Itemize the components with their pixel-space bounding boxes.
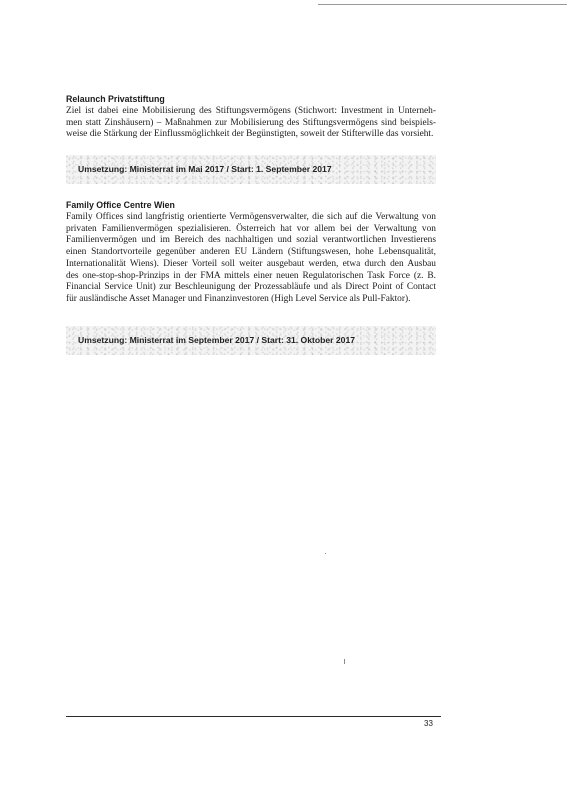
body-line: Familienvermögen und im Bereich des nachhaltigen und sozial verantwortlichen Investierens	[66, 235, 436, 246]
body-line: für ausländische Asset Manager und Finanzinvestoren (High Level Service als Pull-Faktor).	[66, 293, 411, 304]
footer-rule	[66, 716, 441, 717]
section-body	[66, 106, 436, 141]
body-line: men statt Zinshäusern) – Maßnahmen zur Mobilisierung des Stiftungsvermögens sind beispiels-	[66, 117, 436, 128]
body-line: weise die Stärkung der Einflussmöglichkeit der Begünstigten, soweit der Stifterwille das vorsieht.	[66, 129, 434, 140]
body-line: Ziel ist dabei eine Mobilisierung des Stiftungsvermögens (Stichwort: Investment in Unterneh-	[66, 106, 436, 116]
scan-speck	[344, 659, 345, 664]
implementation-box	[66, 155, 436, 184]
body-line: privaten Familienvermögen spezialisieren. Österreich hat vor allem bei der Verwaltung von	[66, 223, 436, 234]
body-line: Internationalität Wiens). Dieser Vorteil soll weiter ausgebaut werden, etwa durch den Ausbau	[66, 258, 436, 269]
section-relaunch-privatstiftung	[66, 94, 436, 141]
scan-speck	[325, 553, 326, 554]
section-heading: Relaunch Privatstiftung	[66, 94, 165, 104]
implementation-note: Umsetzung: Ministerrat im Mai 2017 / Start: 1. September 2017	[78, 164, 332, 174]
page-number: 33	[424, 719, 433, 728]
top-rule	[318, 4, 567, 5]
body-line: des one-stop-shop-Prinzips in der FMA mittels einer neuen Regulatorischen Task Force (z. B.	[66, 270, 436, 281]
body-line: einen Standortvorteile gegenüber anderen EU Ländern (Stiftungswesen, hohe Lebensqualität,	[66, 247, 436, 258]
body-line: Financial Service Unit) zur Beschleunigung der Prozessabläufe und als Direct Point of Contact	[66, 282, 436, 293]
implementation-box	[66, 326, 436, 355]
body-line: Family Offices sind langfristig orientierte Vermögensverwalter, die sich auf die Verwaltung von	[66, 212, 436, 222]
section-heading: Family Office Centre Wien	[66, 200, 175, 210]
implementation-note: Umsetzung: Ministerrat im September 2017 / Start: 31. Oktober 2017	[78, 335, 356, 345]
section-family-office-centre-wien	[66, 200, 436, 306]
section-body	[66, 212, 436, 306]
